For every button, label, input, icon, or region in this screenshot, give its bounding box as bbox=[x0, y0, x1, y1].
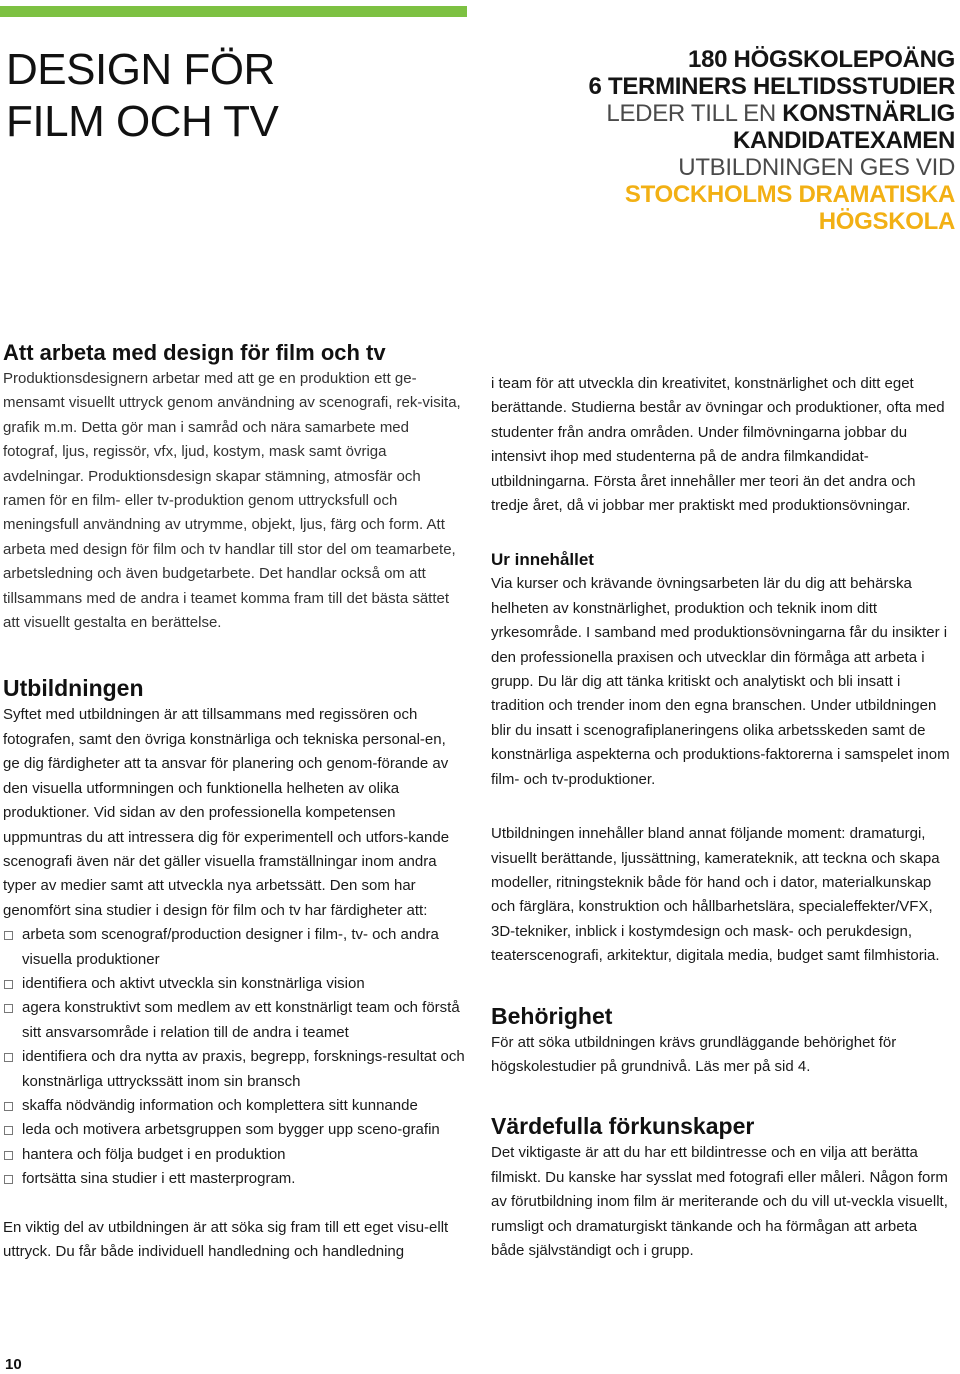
list-item: identifiera och aktivt utveckla sin konstnärliga vision bbox=[3, 972, 465, 996]
list-item: arbeta som scenograf/production designer i film-, tv- och andra visuella produktioner bbox=[3, 923, 465, 972]
green-accent-bar bbox=[0, 6, 467, 17]
title-line: DESIGN FÖR bbox=[6, 45, 275, 94]
program-info bbox=[495, 46, 955, 235]
list-item: fortsätta sina studier i ett masterprogram. bbox=[3, 1167, 465, 1191]
institution-name-line: HÖGSKOLA bbox=[818, 208, 955, 235]
body-paragraph: i team för att utveckla din kreativitet, konstnärlighet och ditt eget berättande. Studierna består av övningar och produktioner, ofta med studenter från andra områden. Under filmövningarna jobbar du intensivt ihop med studenterna på de andra filmkandidat-utbildningarna. Första året innehåller mer teori än det andra och tredje året, då vi jobbar mer praktiskt med produktionsövningar. bbox=[491, 375, 945, 515]
section-heading: Behörighet bbox=[491, 1002, 613, 1029]
intro-paragraph: Produktionsdesignern arbetar med att ge en produktion ett ge-mensamt visuellt uttryck genom användning av scenografi, rek-visita, grafik m.m. Detta gör man i samråd och nära samarbete med fotograf, ljus, regissör, vfx, ljud, kostym, mask samt övriga avdelningar. Produktionsdesign skapar stämning, atmosfär och ramen för en film- eller tv-produktion genom uttrycksfull och meningsfull användning av utrymme, objekt, ljus, färg och form. Att arbeta med design för film och tv handlar till stor del om teamarbete, arbetsledning och även budgetarbete. Det handlar också om att tillsammans med de andra i teamet komma fram till det bästa sättet att visuellt gestalta en berättelse. bbox=[3, 370, 461, 632]
institution-name-line: STOCKHOLMS DRAMATISKA bbox=[624, 181, 955, 208]
section-heading: Utbildningen bbox=[3, 675, 144, 702]
title-line: FILM OCH TV bbox=[6, 97, 279, 146]
credits-line: 180 HÖGSKOLEPOÄNG bbox=[688, 46, 955, 73]
section-heading: Ur innehållet bbox=[491, 550, 594, 570]
page-title bbox=[6, 44, 278, 148]
left-column bbox=[3, 339, 465, 1264]
degree-emphasis: KONSTNÄRLIG bbox=[782, 100, 955, 127]
page-number: 10 bbox=[5, 1356, 22, 1373]
degree-name-line: KANDIDATEXAMEN bbox=[732, 127, 955, 154]
body-paragraph: En viktig del av utbildningen är att söka sig fram till ett eget visu-ellt uttryck. Du får både individuell handledning och handledning bbox=[3, 1218, 449, 1260]
degree-line bbox=[495, 100, 955, 127]
study-type-line: 6 TERMINERS HELTIDSSTUDIER bbox=[588, 73, 955, 100]
skills-list bbox=[3, 923, 465, 1191]
list-item: skaffa nödvändig information och komplettera sitt kunnande bbox=[3, 1094, 465, 1118]
body-paragraph: Utbildningen innehåller bland annat följande moment: dramaturgi, visuellt berättande, ljussättning, kamerateknik, att teckna och skapa modeller, ritningsteknik både för hand och i dator, materialkunskap och färglära, konstruktion och hållbarhetslära, specialeffekter/VFX, 3D-tekniker, inblick i kostymdesign och mask- och perukdesign, teaterscenografi, arkitektur, digitala media, budget samt filmhistoria. bbox=[491, 825, 940, 965]
list-item: hantera och följa budget i en produktion bbox=[3, 1143, 465, 1167]
institution-intro-line: UTBILDNINGEN GES VID bbox=[678, 154, 955, 181]
list-item: identifiera och dra nytta av praxis, begrepp, forsknings-resultat och konstnärliga uttryckssätt inom sin bransch bbox=[3, 1045, 465, 1094]
right-column bbox=[491, 372, 953, 1263]
section-heading: Värdefulla förkunskaper bbox=[491, 1113, 755, 1140]
section-heading: Att arbeta med design för film och tv bbox=[3, 340, 386, 365]
body-paragraph: Syftet med utbildningen är att tillsammans med regissören och fotografen, samt den övriga konstnärliga och tekniska personal-en, ge dig färdigheter att ta ansvar för planering och genom-förande av den visuella utformningen och funktionella helheten av olika produktioner. Vid sidan av den professionella kompetensen uppmuntras du att intressera dig för experimentell och utfors-kande scenografi även när det gäller visuella framställningar inom andra typer av medier samt att utveckla nya arbetssätt. Den som har genomfört sina studier i design för film och tv har färdigheter att: bbox=[3, 706, 450, 919]
degree-prefix: LEDER TILL EN bbox=[606, 100, 783, 127]
list-item: agera konstruktivt som medlem av ett konstnärligt team och förstå sitt ansvarsområde i relation till de andra i teamet bbox=[3, 996, 465, 1045]
body-paragraph: För att söka utbildningen krävs grundläggande behörighet för högskolestudier på grundnivå. Läs mer på sid 4. bbox=[491, 1033, 897, 1075]
list-item: leda och motivera arbetsgruppen som bygger upp sceno-grafin bbox=[3, 1118, 465, 1142]
body-paragraph: Det viktigaste är att du har ett bildintresse och en vilja att berätta filmiskt. Du kanske har sysslat med fotografi eller måleri. Någon form av förutbildning inom film är meriterande och du vill ut-veckla visuellt, rumsligt och dramaturgiskt tänkande och ha förmågan att arbeta både självständigt och i grupp. bbox=[491, 1144, 948, 1259]
body-paragraph: Via kurser och krävande övningsarbeten lär du dig att behärska helheten av konstnärlighet, produktion och teknik inom ditt yrkesområde. I samband med produktionsövningarna får du insikter i den professionella praxisen och utvecklar din förmåga att arbeta i grupp. Du lär dig att tänka kritiskt och analytiskt och bli insatt i tradition och trender inom den egna branschen. Under utbildningen blir du insatt i scenografiplaneringens olika arbetsskeden samt de konstnärliga aspekterna och produktions-faktorerna i samspelet inom film- och tv-produktioner. bbox=[491, 575, 950, 788]
